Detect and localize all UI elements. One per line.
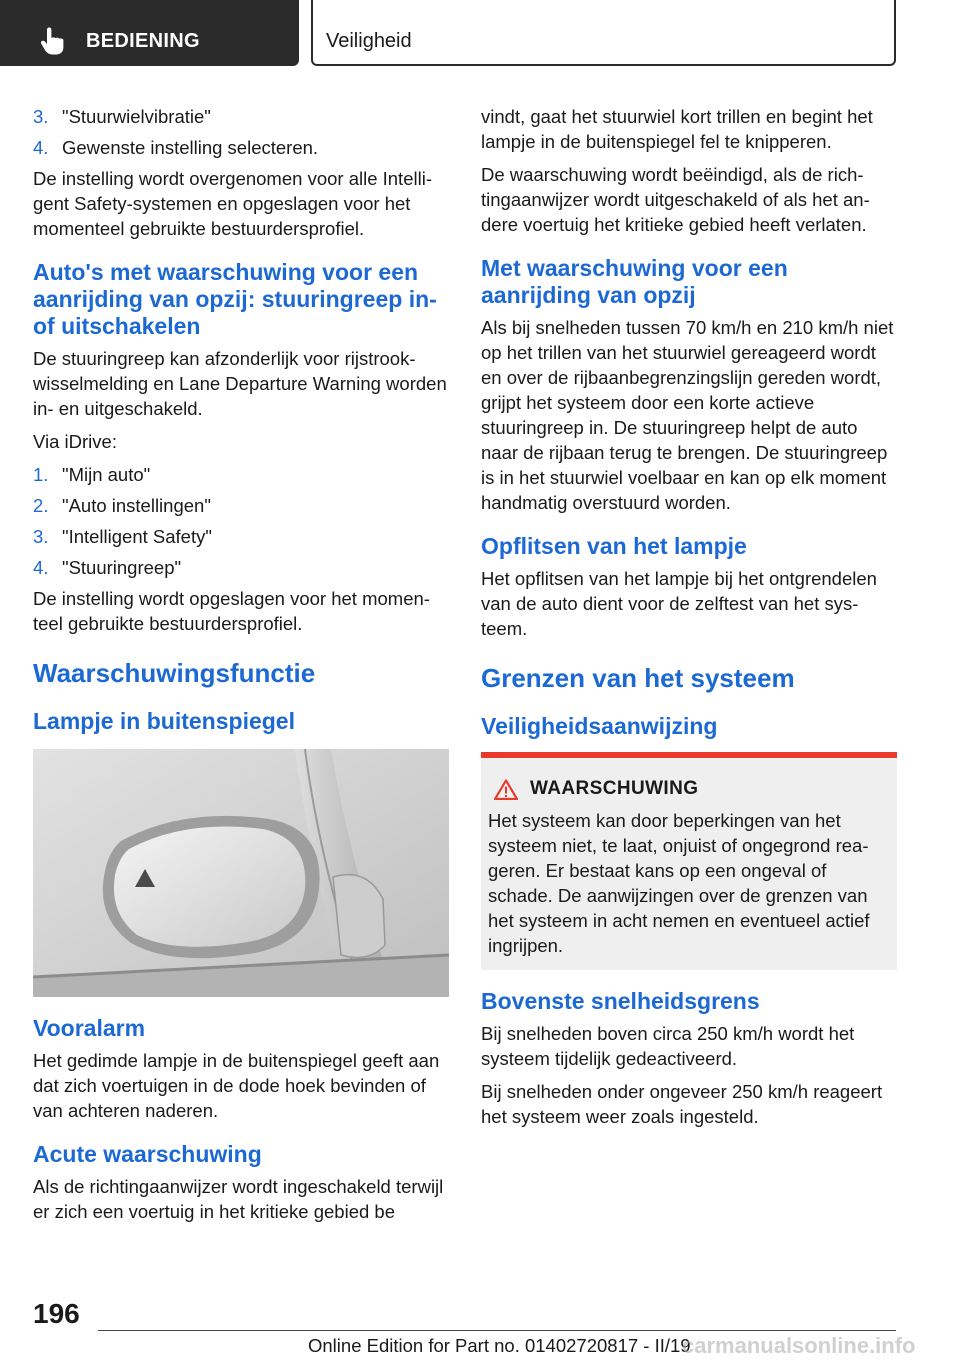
paragraph: Het opflitsen van het lampje bij het ontgrendelen van de auto dient voor de zelftest van het systeem. — [481, 568, 877, 639]
paragraph: De waarschuwing wordt beëindigd, als de richtingaanwijzer wordt uitgeschakeld of als het andere voertuig het kritieke gebied heeft verlaten. — [481, 164, 870, 235]
paragraph: Via iDrive: — [33, 431, 117, 452]
list-item: 4. "Stuuringreep" — [33, 557, 182, 578]
list-item: 1. "Mijn auto" — [33, 464, 151, 485]
heading-system-limits: Grenzen van het systeem — [481, 663, 795, 693]
hand-pointer-icon — [38, 26, 68, 56]
paragraph: De stuuringreep kan afzonderlijk voor rijstrookwisselmelding en Lane Departure Warning worden in- en uitgeschakeld. — [33, 348, 447, 419]
chapter-tab — [311, 0, 896, 66]
watermark: carmanualsonline.info — [682, 1333, 916, 1358]
right-column — [481, 104, 897, 1137]
heading-steering-intervention: Auto's met waarschuwing voor een aanrijding van opzij: stuuringreep in- of uitschakelen — [33, 259, 437, 339]
warning-text: Het systeem kan door beperkingen van het systeem niet, te laat, onjuist of ongegrond reageren. Er bestaat kans op een ongeval of schade. De aanwijzingen over de grenzen van het systeem in acht nemen en eventueel actief ingrijpen. — [488, 810, 870, 956]
paragraph: Bij snelheden onder ongeveer 250 km/h reageert het systeem weer zoals ingesteld. — [481, 1081, 883, 1127]
mirror-illustration — [33, 749, 449, 997]
page-number: 196 — [33, 1298, 80, 1329]
list-item: 3. "Stuurwielvibratie" — [33, 106, 211, 127]
warning-box — [481, 752, 897, 970]
paragraph: De instelling wordt overgenomen voor alle Intelligent Safety-systemen en opgeslagen voor het momenteel gebruikte bestuurdersprofiel. — [33, 168, 432, 239]
page-header — [0, 0, 960, 66]
heading-upper-speed-limit: Bovenste snelheidsgrens — [481, 988, 760, 1014]
paragraph: vindt, gaat het stuurwiel kort trillen en begint het lampje in de buitenspiegel fel te knipperen. — [481, 106, 873, 152]
list-item: 4. Gewenste instelling selecteren. — [33, 137, 319, 158]
heading-side-collision: Met waarschuwing voor een aanrijding van opzij — [481, 255, 788, 308]
heading-pre-alarm: Vooralarm — [33, 1015, 146, 1041]
paragraph: Als bij snelheden tussen 70 km/h en 210 km/h niet op het trillen van het stuurwiel gereageerd wordt en over de rijbaanbegrenzingslijn gereden wordt, grijpt het systeem door een korte actieve stuuringreep in. De stuuringreep helpt de auto naar de rijbaan terug te brengen. De stuuringreep is in het stuurwiel voelbaar en kan op elk moment handmatig overstuurd worden. — [481, 317, 894, 513]
left-column — [33, 104, 449, 1232]
heading-mirror-lamp: Lampje in buitenspiegel — [33, 708, 295, 734]
mirror-image — [33, 749, 449, 997]
list-item: 2. "Auto instellingen" — [33, 495, 211, 516]
heading-warning-function: Waarschuwingsfunctie — [33, 658, 316, 688]
paragraph: Als de richtingaanwijzer wordt ingeschakeld terwijl er zich een voertuig in het kritieke gebied be — [33, 1176, 444, 1222]
section-title: BEDIENING — [86, 30, 200, 52]
list-item: 3. "Intelligent Safety" — [33, 526, 212, 547]
heading-safety-note: Veiligheidsaanwijzing — [481, 713, 718, 739]
heading-acute-warning: Acute waarschuwing — [33, 1141, 262, 1167]
chapter-title: Veiligheid — [326, 30, 412, 52]
paragraph: Het gedimde lampje in de buitenspiegel geeft aan dat zich voertuigen in de dode hoek bevinden of van achteren naderen. — [33, 1050, 440, 1121]
warning-header — [488, 778, 889, 800]
edition-note: Online Edition for Part no. 01402720817 - II/19 — [308, 1335, 691, 1356]
paragraph: Bij snelheden boven circa 250 km/h wordt het systeem tijdelijk gedeactiveerd. — [481, 1023, 855, 1069]
paragraph: De instelling wordt opgeslagen voor het momenteel gebruikte bestuurdersprofiel. — [33, 588, 430, 634]
warning-title: WAARSCHUWING — [530, 778, 699, 799]
footer-divider — [98, 1330, 896, 1331]
heading-lamp-flash: Opflitsen van het lampje — [481, 533, 747, 559]
section-tab — [0, 0, 299, 66]
warning-triangle-icon — [494, 779, 518, 800]
